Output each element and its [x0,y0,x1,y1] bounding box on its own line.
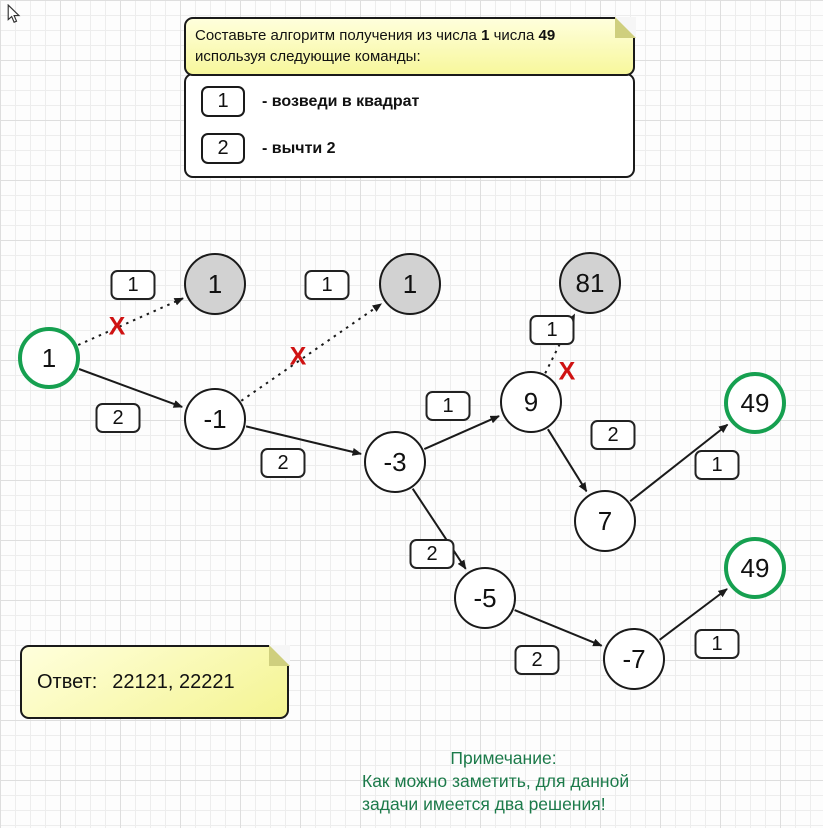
edge-command-label: 1 [695,450,740,480]
node-1: 1 [184,253,246,315]
edge-command-label: 2 [591,420,636,450]
edge-command-label: 1 [111,270,156,300]
answer-note [20,645,289,719]
node--3: -3 [364,431,426,493]
task-title [195,25,624,67]
answer-label: Ответ: [37,670,98,693]
edge-command-label: 2 [96,403,141,433]
node--7: -7 [603,628,665,690]
footnote-title: Примечание: [450,748,557,768]
node--1: -1 [184,388,246,450]
rejected-path-x-mark: X [558,357,576,386]
answer-value: 22121, 22221 [112,670,235,693]
node-49: 49 [724,372,786,434]
rejected-path-x-mark: X [108,312,126,341]
command-label: - вычти 2 [262,139,336,157]
command-label: - возведи в квадрат [262,92,420,110]
edge-command-label: 2 [261,448,306,478]
edge-command-label: 1 [695,629,740,659]
node-49: 49 [724,537,786,599]
footnote [362,747,645,816]
task-title-text: числа [489,27,539,44]
edge-command-label: 2 [515,645,560,675]
task-title-start-number: 1 [481,27,490,44]
node-1: 1 [18,327,80,389]
task-title-text: Составьте алгоритм получения из числа [195,27,482,44]
node--5: -5 [454,567,516,629]
edge-command-label: 1 [426,391,471,421]
command-row-2 [201,133,336,164]
node-1: 1 [379,253,441,315]
task-commands-panel [184,73,635,178]
node-7: 7 [574,490,636,552]
edge-command-label: 1 [530,315,575,345]
task-title-target-number: 49 [538,27,556,44]
edge-command-label: 1 [305,270,350,300]
task-subtitle: используя следующие команды: [195,48,421,65]
command-row-1 [201,86,419,117]
node-81: 81 [559,252,621,314]
command-key-box: 1 [201,86,245,117]
mouse-cursor-icon [7,4,21,24]
footnote-line: задачи имеется два решения! [362,794,606,814]
folded-corner-icon [269,645,290,666]
footnote-line: Как можно заметить, для данной [362,771,630,791]
command-key-box: 2 [201,133,245,164]
folded-corner-icon [615,17,636,38]
task-note [184,17,635,76]
edge-command-label: 2 [410,539,455,569]
rejected-path-x-mark: X [289,342,307,371]
node-9: 9 [500,371,562,433]
